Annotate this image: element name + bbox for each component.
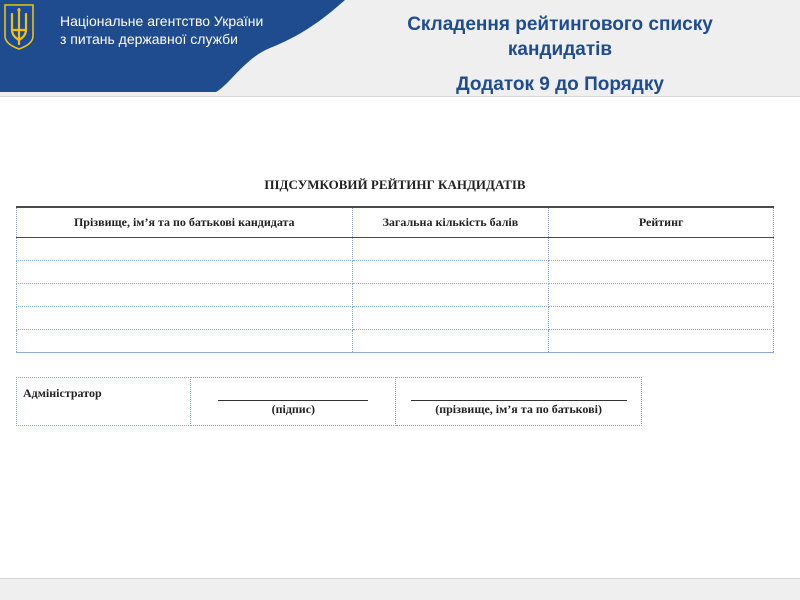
full-name-caption: (прізвище, ім’я та по батькові) — [435, 402, 602, 416]
signature-table — [16, 377, 642, 426]
table-cell — [352, 330, 549, 353]
table-cell — [352, 261, 549, 284]
table-row — [17, 330, 774, 353]
table-row — [17, 284, 774, 307]
agency-name-line2: з питань державної служби — [60, 31, 238, 47]
signature-line — [218, 400, 368, 401]
table-cell — [17, 261, 353, 284]
full-name-line — [411, 400, 627, 401]
table-cell — [352, 238, 549, 261]
table-row — [17, 238, 774, 261]
column-header-score: Загальна кількість балів — [352, 207, 549, 238]
signature-cell — [191, 378, 396, 426]
table-cell — [549, 330, 774, 353]
table-cell — [17, 307, 353, 330]
slide-title-line2: кандидатів — [507, 39, 613, 60]
table-cell — [549, 284, 774, 307]
footer-bar — [0, 579, 800, 600]
trident-emblem-icon — [2, 2, 36, 50]
table-cell — [549, 261, 774, 284]
column-header-name: Прізвище, ім’я та по батькові кандидата — [17, 207, 353, 238]
table-cell — [17, 238, 353, 261]
table-cell — [17, 330, 353, 353]
slide-subtitle: Додаток 9 до Порядку — [456, 74, 664, 95]
signature-row — [17, 378, 642, 426]
agency-name-line1: Національне агентство України — [60, 13, 264, 29]
slide-title-line1: Складення рейтингового списку — [407, 14, 713, 35]
rating-table — [16, 206, 774, 353]
document-title: ПІДСУМКОВИЙ РЕЙТИНГ КАНДИДАТІВ — [264, 177, 526, 192]
full-name-cell — [396, 378, 642, 426]
column-header-rating: Рейтинг — [549, 207, 774, 238]
header-divider — [0, 96, 800, 97]
agency-name — [60, 12, 263, 48]
table-row — [17, 261, 774, 284]
table-cell — [352, 284, 549, 307]
table-row — [17, 307, 774, 330]
table-cell — [352, 307, 549, 330]
table-cell — [17, 284, 353, 307]
table-cell — [549, 307, 774, 330]
table-cell — [549, 238, 774, 261]
administrator-label: Адміністратор — [17, 378, 191, 426]
signature-caption: (підпис) — [271, 402, 316, 416]
rating-table-header — [17, 207, 774, 238]
slide-title — [380, 12, 740, 62]
